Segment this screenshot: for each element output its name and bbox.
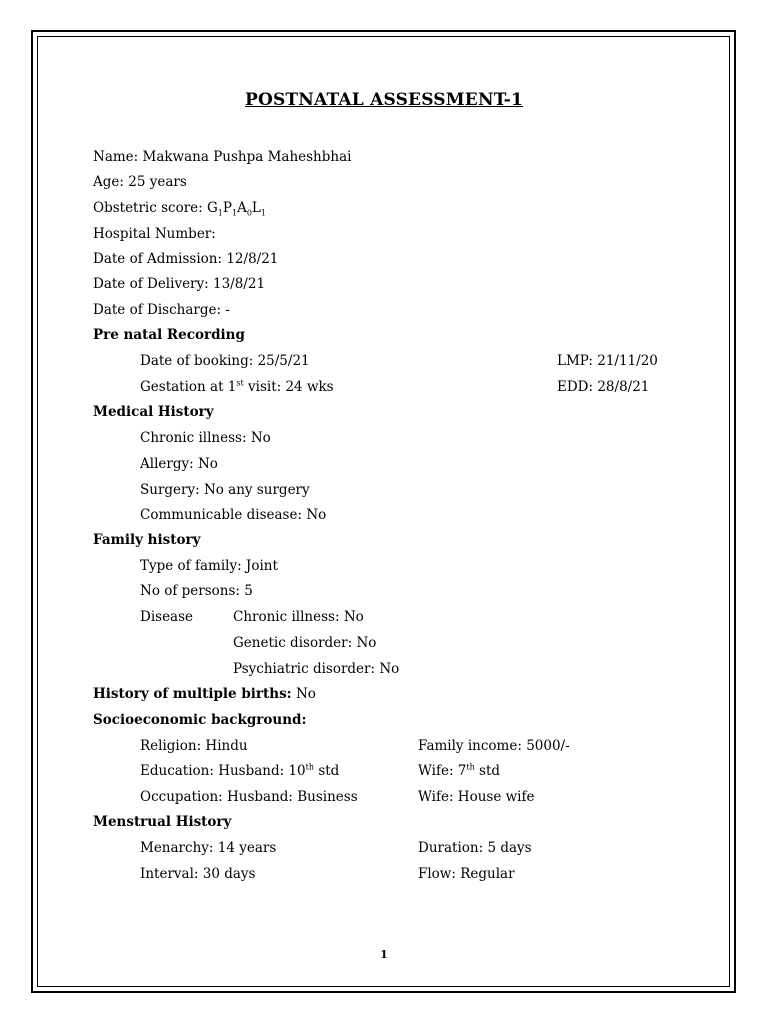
page-number: 1 — [380, 948, 388, 961]
income-row: Family income: 5000/- — [418, 738, 570, 754]
communicable-row: Communicable disease: No — [140, 507, 327, 523]
chronic-illness-row: Chronic illness: No — [140, 430, 271, 446]
socio-heading: Socioeconomic background: — [93, 712, 307, 728]
allergy-row: Allergy: No — [140, 456, 218, 472]
edd-row: EDD: 28/8/21 — [557, 379, 650, 395]
admission-date: 12/8/21 — [226, 251, 279, 267]
wife-occupation-row: Wife: House wife — [418, 789, 535, 805]
menstrual-heading: Menstrual History — [93, 814, 232, 830]
interval-row: Interval: 30 days — [140, 866, 256, 882]
age-row: Age: 25 years — [93, 174, 187, 190]
education-row: Education: Husband: 10th std — [140, 762, 340, 779]
admission-row: Date of Admission: 12/8/21 — [93, 251, 279, 267]
occupation-row: Occupation: Husband: Business — [140, 789, 358, 805]
name-row: Name: Makwana Pushpa Maheshbhai — [93, 149, 352, 165]
religion-row: Religion: Hindu — [140, 738, 248, 754]
patient-age: 25 years — [128, 174, 187, 190]
family-type-row: Type of family: Joint — [140, 558, 278, 574]
hospital-number-row: Hospital Number: — [93, 226, 216, 242]
menarchy-row: Menarchy: 14 years — [140, 840, 277, 856]
psychiatric-row: Psychiatric disorder: No — [233, 661, 400, 677]
persons-row: No of persons: 5 — [140, 583, 253, 599]
disease-label: Disease — [140, 609, 194, 625]
discharge-date: - — [225, 302, 230, 318]
patient-name: Makwana Pushpa Maheshbhai — [142, 149, 352, 165]
delivery-date: 13/8/21 — [212, 276, 266, 292]
gestation-row: Gestation at 1st visit: 24 wks — [140, 378, 334, 395]
lmp-row: LMP: 21/11/20 — [557, 353, 658, 369]
prenatal-heading: Pre natal Recording — [93, 327, 245, 343]
family-heading: Family history — [93, 532, 201, 548]
flow-row: Flow: Regular — [418, 866, 515, 882]
discharge-row: Date of Discharge: - — [93, 302, 230, 318]
surgery-row: Surgery: No any surgery — [140, 482, 310, 498]
delivery-row: Date of Delivery: 13/8/21 — [93, 276, 266, 292]
page-title: POSTNATAL ASSESSMENT-1 — [244, 90, 524, 110]
multiple-births-row: History of multiple births: No — [93, 686, 316, 702]
family-chronic-row: Chronic illness: No — [233, 609, 364, 625]
duration-row: Duration: 5 days — [418, 840, 532, 856]
obstetric-score-row: Obstetric score: $G_1P_1A_0L_1$ — [93, 200, 266, 218]
genetic-row: Genetic disorder: No — [233, 635, 377, 651]
booking-row: Date of booking: 25/5/21 — [140, 353, 310, 369]
wife-education-row: Wife: 7th std — [418, 762, 501, 779]
medical-heading: Medical History — [93, 404, 214, 420]
